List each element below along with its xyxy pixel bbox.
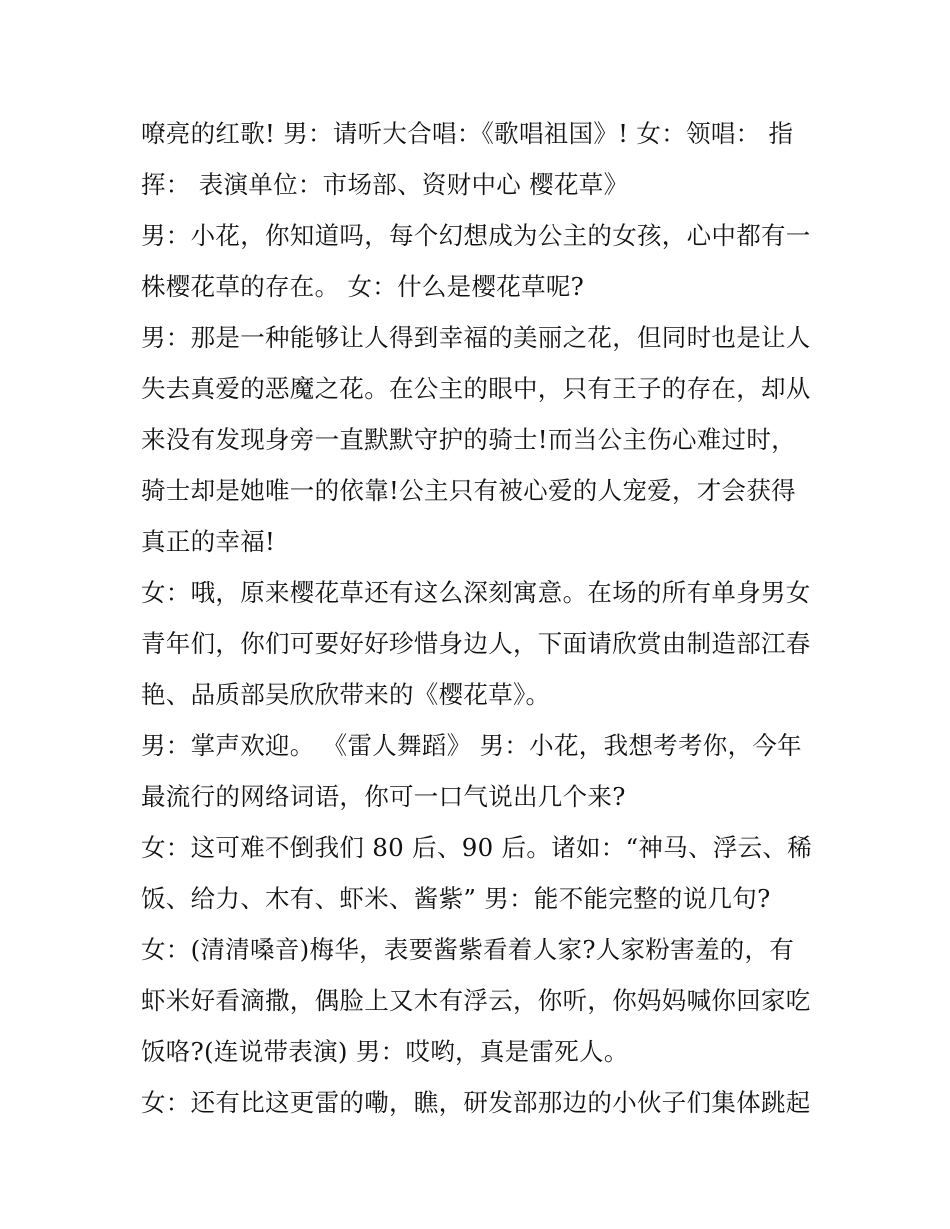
text-line: 骑士却是她唯一的依靠!公主只有被心爱的人宠爱，才会获得 [141,476,796,505]
text-line: 饭、给力、木有、虾米、酱紫” 男：能不能完整的说几句? [141,884,771,913]
text-line: 男：那是一种能够让人得到幸福的美丽之花，但同时也是让人 [141,323,811,352]
text-line: 株樱花草的存在。 女：什么是樱花草呢? [141,272,585,301]
text-line: 青年们，你们可要好好珍惜身边人，下面请欣赏由制造部江春 [141,629,811,658]
text-line: 饭咯?(连说带表演) 男：哎哟，真是雷死人。 [141,1037,629,1066]
text-line: 女：还有比这更雷的嘞，瞧，研发部那边的小伙子们集体跳起 [141,1088,811,1117]
text-line: 女：这可难不倒我们 80 后、90 后。诸如：“神马、浮云、稀 [141,833,813,862]
text-line: 艳、品质部吴欣欣带来的《樱花草》。 [141,680,551,709]
text-line: 女：哦，原来樱花草还有这么深刻寓意。在场的所有单身男女 [141,578,811,607]
text-line: 男：小花，你知道吗，每个幻想成为公主的女孩，心中都有一 [141,221,811,250]
document-body [141,108,819,1128]
text-line: 虾米好看滴撒，偶脸上又木有浮云，你听，你妈妈喊你回家吃 [141,986,811,1015]
text-line: 失去真爱的恶魔之花。在公主的眼中，只有王子的存在，却从 [141,374,811,403]
text-line: 女：(清清嗓音)梅华，表要酱紫看着人家?人家粉害羞的，有 [141,935,795,964]
text-line: 嘹亮的红歌! 男：请听大合唱：《歌唱祖国》! 女：领唱： 指 [141,119,794,148]
text-line: 来没有发现身旁一直默默守护的骑士!而当公主伤心难过时， [141,425,796,454]
text-line: 挥： 表演单位：市场部、资财中心 樱花草》 [141,170,629,199]
text-line: 男：掌声欢迎。 《雷人舞蹈》 男：小花，我想考考你，今年 [141,731,802,760]
text-line: 最流行的网络词语，你可一口气说出几个来? [141,782,626,811]
text-line: 真正的幸福! [141,527,276,556]
